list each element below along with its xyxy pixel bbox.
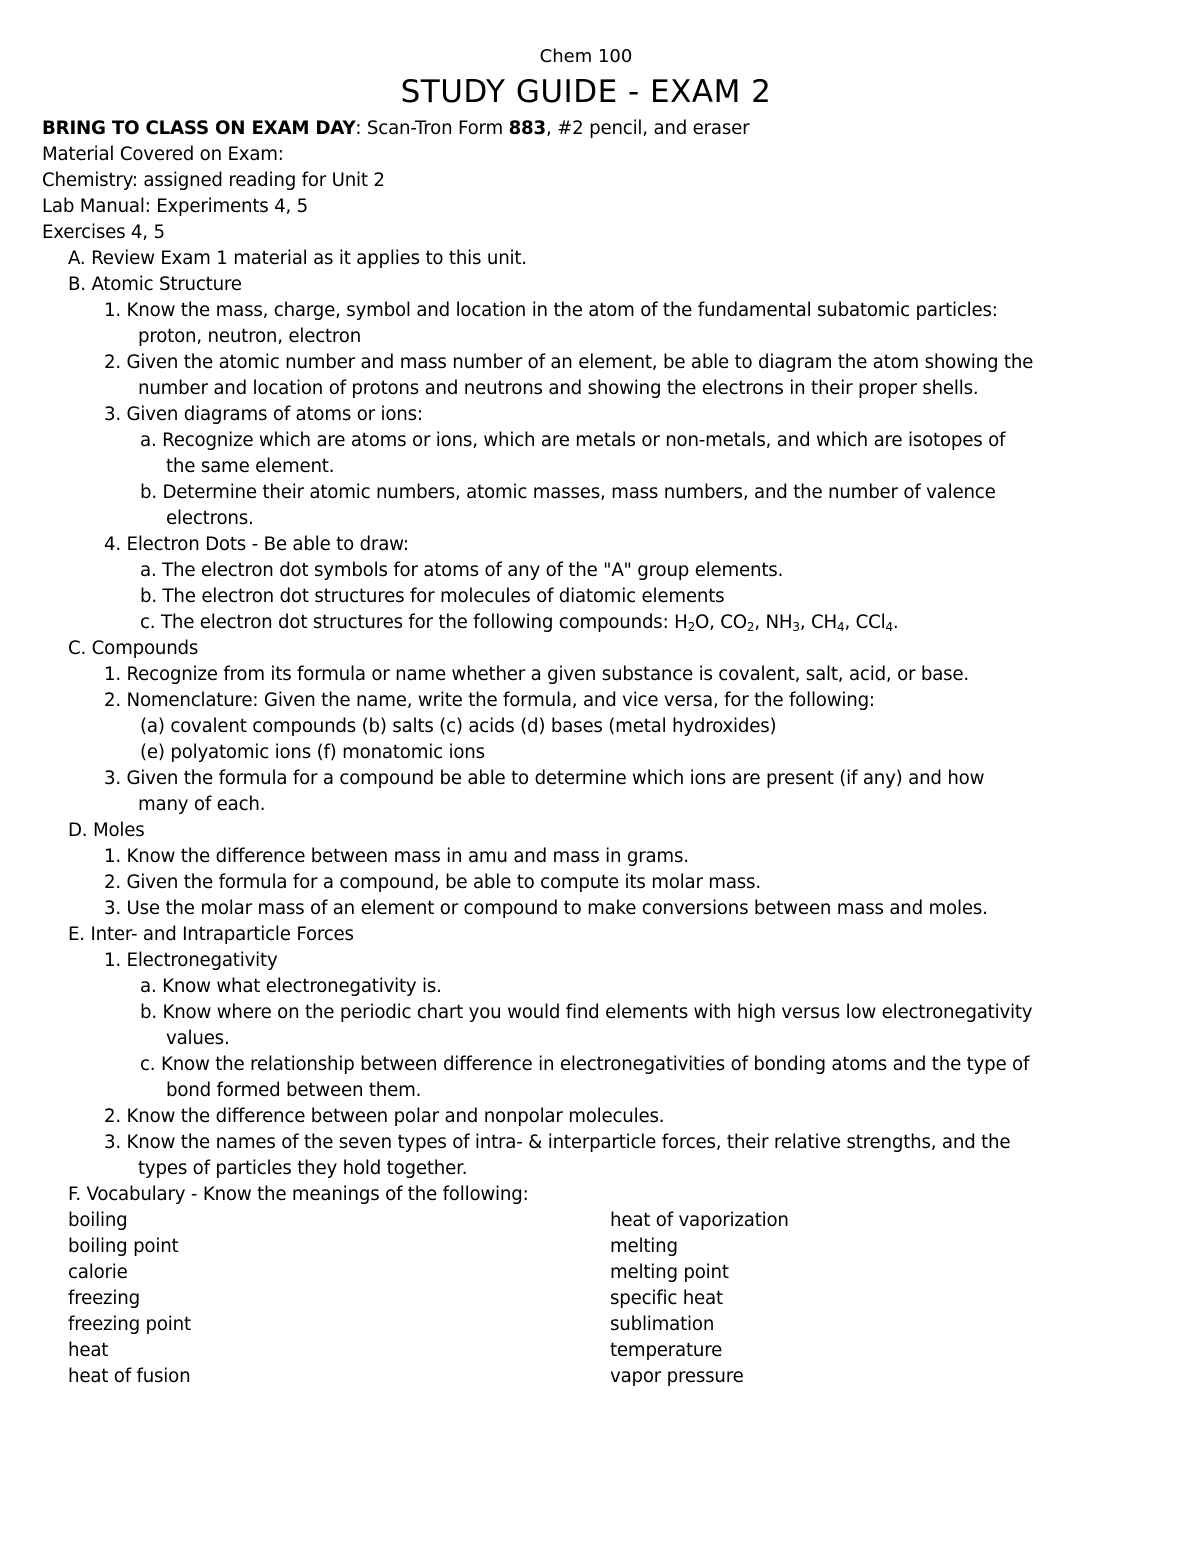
formula-ch4: $CH_4$, xyxy=(811,612,856,634)
section-f-heading: F. Vocabulary - Know the meanings of the following: xyxy=(68,1184,529,1205)
list-item: 2. Given the atomic number and mass number of an element, be able to diagram the atom showing the xyxy=(104,352,1034,373)
list-item: a. Recognize which are atoms or ions, which are metals or non-metals, and which are isotopes of xyxy=(140,430,1006,451)
list-item: electrons. xyxy=(166,508,254,529)
section-d-heading: D. Moles xyxy=(68,820,145,841)
list-item: proton, neutron, electron xyxy=(138,326,362,347)
vocab-term: melting xyxy=(610,1236,678,1257)
page-title: STUDY GUIDE - EXAM 2 xyxy=(400,74,772,110)
section-a: A. Review Exam 1 material as it applies to this unit. xyxy=(68,248,527,269)
list-item: b. The electron dot structures for molecules of diatomic elements xyxy=(140,586,725,607)
vocab-term: calorie xyxy=(68,1262,128,1283)
section-c-heading: C. Compounds xyxy=(68,638,199,659)
vocab-term: heat of fusion xyxy=(68,1366,191,1387)
list-item: many of each. xyxy=(138,794,266,815)
vocabulary-list xyxy=(42,1208,1152,1390)
list-item: bond formed between them. xyxy=(166,1080,422,1101)
formula-co2: $CO_2$, xyxy=(720,612,766,634)
vocab-term: temperature xyxy=(610,1340,723,1361)
material-heading: Material Covered on Exam: xyxy=(42,144,284,165)
scantron-form-number: 883 xyxy=(508,118,546,139)
section-b-heading: B. Atomic Structure xyxy=(68,274,242,295)
list-item: (e) polyatomic ions (f) monatomic ions xyxy=(140,742,485,763)
list-item: a. The electron dot symbols for atoms of any of the "A" group elements. xyxy=(140,560,784,581)
bring-to-class-line xyxy=(42,116,1152,142)
vocab-term: sublimation xyxy=(610,1314,715,1335)
list-item: 3. Given diagrams of atoms or ions: xyxy=(104,404,423,425)
vocabulary-column-left xyxy=(68,1208,610,1390)
list-item: (a) covalent compounds (b) salts (c) acids (d) bases (metal hydroxides) xyxy=(140,716,777,737)
list-item: 3. Know the names of the seven types of intra- & interparticle forces, their relative strengths, and the xyxy=(104,1132,1011,1153)
list-item: c. Know the relationship between difference in electronegativities of bonding atoms and the type of xyxy=(140,1054,1030,1075)
list-item: 1. Electronegativity xyxy=(104,950,278,971)
list-item: 1. Know the difference between mass in amu and mass in grams. xyxy=(104,846,689,867)
vocab-term: melting point xyxy=(610,1262,729,1283)
bring-label: BRING TO CLASS ON EXAM DAY xyxy=(42,118,356,139)
material-chemistry: Chemistry: assigned reading for Unit 2 xyxy=(42,170,385,191)
list-item: 1. Know the mass, charge, symbol and location in the atom of the fundamental subatomic particles: xyxy=(104,300,998,321)
material-lab-manual: Lab Manual: Experiments 4, 5 xyxy=(42,196,309,217)
list-item: 3. Use the molar mass of an element or compound to make conversions between mass and moles. xyxy=(104,898,988,919)
bring-text-1: : Scan-Tron Form xyxy=(355,118,509,139)
formula-h2o: $H_2O$, xyxy=(674,612,721,634)
vocab-term: specific heat xyxy=(610,1288,723,1309)
vocab-term: freezing point xyxy=(68,1314,191,1335)
section-e-heading: E. Inter- and Intraparticle Forces xyxy=(68,924,354,945)
list-item: number and location of protons and neutrons and showing the electrons in their proper shells. xyxy=(138,378,979,399)
vocab-term: boiling xyxy=(68,1210,128,1231)
list-item: 2. Given the formula for a compound, be able to compute its molar mass. xyxy=(104,872,761,893)
list-item: the same element. xyxy=(166,456,335,477)
vocabulary-column-right xyxy=(610,1208,1152,1390)
vocab-term: boiling point xyxy=(68,1236,179,1257)
list-item: 2. Nomenclature: Given the name, write the formula, and vice versa, for the following: xyxy=(104,690,875,711)
material-exercises: Exercises 4, 5 xyxy=(42,222,165,243)
formula-nh3: $NH_3$, xyxy=(765,612,812,634)
list-item: a. Know what electronegativity is. xyxy=(140,976,442,997)
list-item: b. Determine their atomic numbers, atomic masses, mass numbers, and the number of valence xyxy=(140,482,996,503)
vocab-term: heat of vaporization xyxy=(610,1210,789,1231)
vocab-term: vapor pressure xyxy=(610,1366,744,1387)
list-item: c. The electron dot structures for the following compounds: xyxy=(140,612,675,633)
list-item: 4. Electron Dots - Be able to draw: xyxy=(104,534,409,555)
guide-body xyxy=(42,116,1152,1390)
course-name: Chem 100 xyxy=(539,46,633,67)
compounds-formula-line xyxy=(42,610,1152,636)
list-item: values. xyxy=(166,1028,230,1049)
list-item: 1. Recognize from its formula or name whether a given substance is covalent, salt, acid, or base. xyxy=(104,664,970,685)
bring-text-2: , #2 pencil, and eraser xyxy=(545,118,750,139)
vocab-term: heat xyxy=(68,1340,109,1361)
list-item: b. Know where on the periodic chart you would find elements with high versus low electronegativity xyxy=(140,1002,1033,1023)
vocab-term: freezing xyxy=(68,1288,140,1309)
list-item: 3. Given the formula for a compound be able to determine which ions are present (if any) and how xyxy=(104,768,985,789)
list-item: 2. Know the difference between polar and nonpolar molecules. xyxy=(104,1106,665,1127)
list-item: types of particles they hold together. xyxy=(138,1158,468,1179)
formula-ccl4: CCl$_4$. xyxy=(855,612,899,634)
